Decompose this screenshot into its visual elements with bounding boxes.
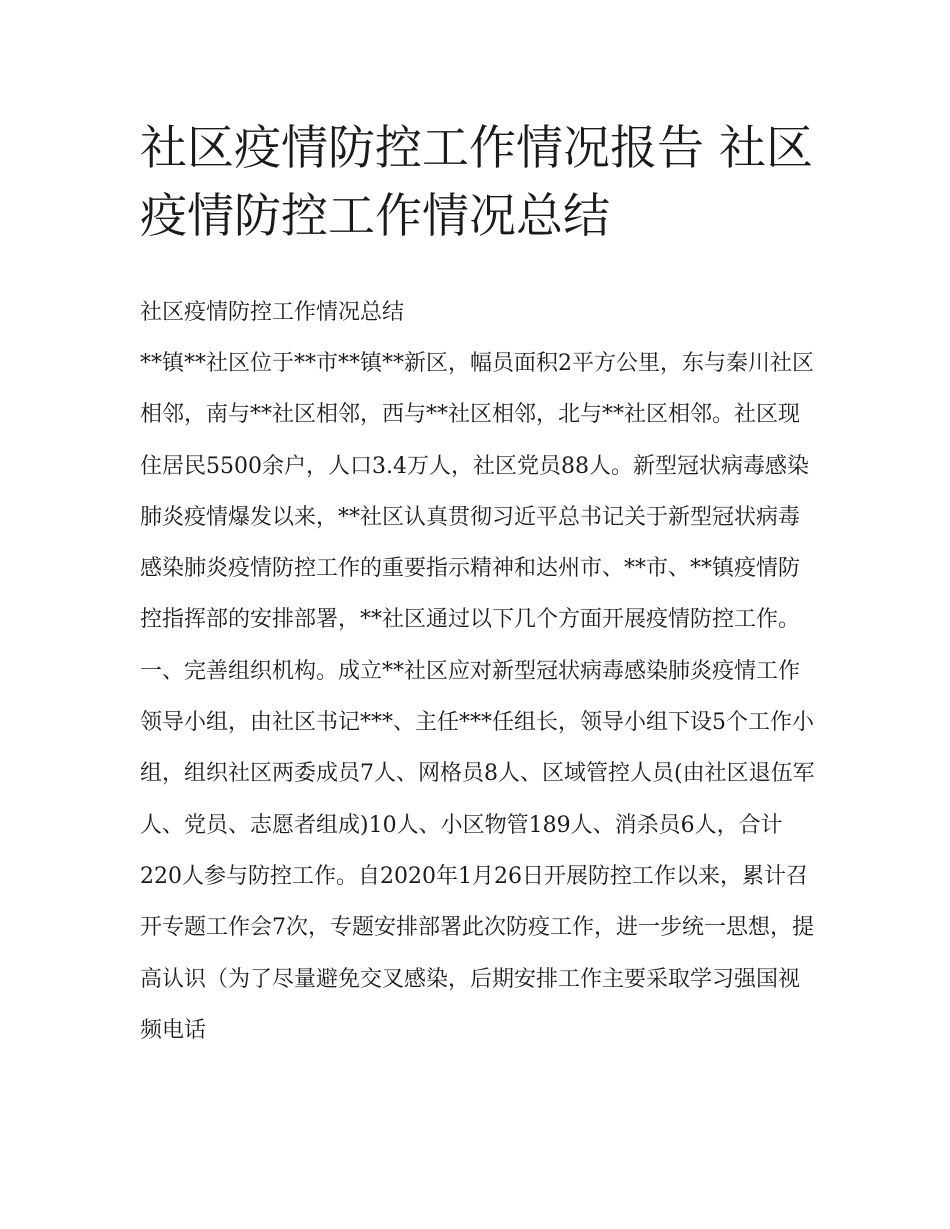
document-page [140,115,820,1056]
paragraph-organization: 一、完善组织机构。成立**社区应对新型冠状病毒感染肺炎疫情工作领导小组，由社区书记***、主任***任组长，领导小组下设5个工作小组，组织社区两委成员7人、网格员8人、区域管控人员(由社区退伍军人、党员、志愿者组成)10人、小区物管189人、消杀员6人，合计220人参与防控工作。自2020年1月26日开展防控工作以来，累计召开专题工作会7次，专题安排部署此次防疫工作，进一步统一思想，提高认识（为了尽量避免交叉感染，后期安排工作主要采取学习强国视频电话 [140,658,815,1043]
document-subtitle: 社区疫情防控工作情况总结 [140,300,405,325]
document-title: 社区疫情防控工作情况报告 社区疫情防控工作情况总结 [140,121,813,244]
paragraph-intro: **镇**社区位于**市**镇**新区，幅员面积2平方公里，东与秦川社区相邻，南与**社区相邻，西与**社区相邻，北与**社区相邻。社区现住居民5500余户，人口3.4万人，社区党员88人。新型冠状病毒感染肺炎疫情爆发以来，**社区认真贯彻习近平总书记关于新型冠状病毒感染肺炎疫情防控工作的重要指示精神和达州市、**市、**镇疫情防控指挥部的安排部署，**社区通过以下几个方面开展疫情防控工作。 [140,351,814,633]
